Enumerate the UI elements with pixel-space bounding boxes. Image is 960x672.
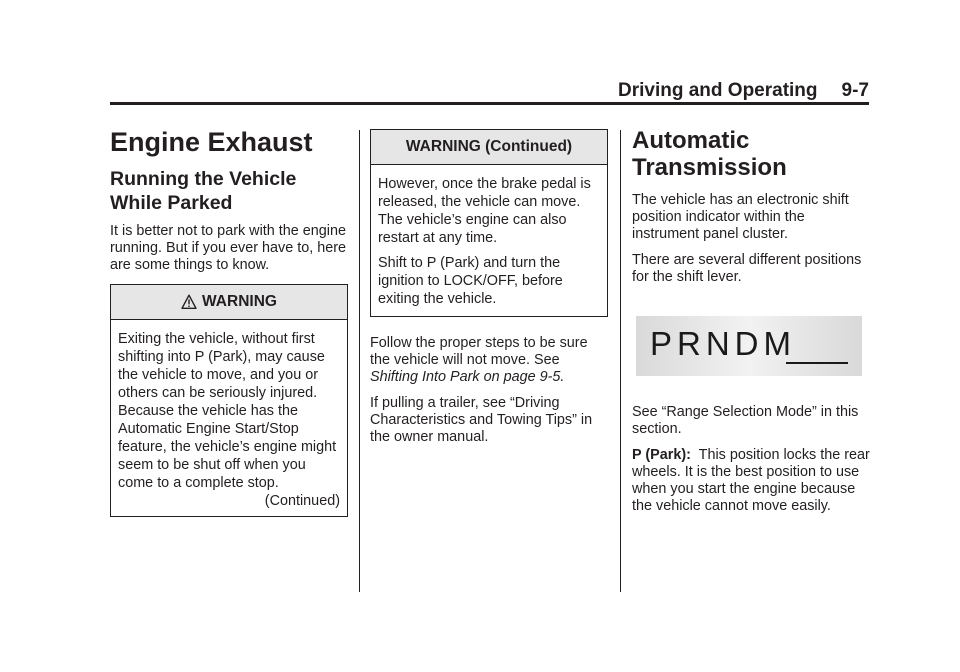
continued-label: (Continued) xyxy=(264,493,340,510)
subsection-heading: Running the Vehicle While Parked xyxy=(110,168,297,214)
intro-paragraph: It is better not to park with the engine running. But if you ever have to, here are some things to know. xyxy=(110,223,346,274)
shifting-into-park-link[interactable]: Shifting Into Park on page 9-5. xyxy=(370,369,565,385)
page-header xyxy=(110,80,869,100)
warning-body xyxy=(111,320,347,516)
transmission-heading: Automatic Transmission xyxy=(632,127,787,181)
warning-body-continued xyxy=(371,165,607,316)
warning-label-continued: WARNING (Continued) xyxy=(405,138,573,155)
park-label: P (Park): xyxy=(632,446,691,463)
warning-box xyxy=(110,284,348,517)
shift-position-letters: PRNDM xyxy=(650,324,796,362)
paragraph-park xyxy=(632,447,870,515)
page-number: 9-7 xyxy=(841,80,869,101)
warning-label: WARNING xyxy=(202,293,277,311)
column-3 xyxy=(632,128,870,524)
paragraph-follow-steps xyxy=(370,335,608,386)
paragraph-positions: There are several different positions for the shift lever. xyxy=(632,251,862,285)
warning-box-continued xyxy=(370,129,608,317)
column-divider-1 xyxy=(359,130,360,592)
manual-mode-underline xyxy=(786,362,848,364)
warning-text-1: However, once the brake pedal is released, the vehicle can move. The vehicle’s engine can also restart at any time. xyxy=(378,176,591,246)
column-2 xyxy=(370,128,608,455)
header-rule xyxy=(110,102,869,105)
section-heading: Engine Exhaust xyxy=(110,127,313,157)
warning-icon xyxy=(181,294,197,310)
paragraph-shift-indicator: The vehicle has an electronic shift position indicator within the instrument panel cluster. xyxy=(632,191,849,242)
follow-steps-text: Follow the proper steps to be sure the vehicle will not move. See xyxy=(370,335,588,368)
warning-text: Exiting the vehicle, without first shifting into P (Park), may cause the vehicle to move, and you or others can be seriously injured. Because the vehicle has the Automatic Engine Start/Stop feature, the vehicle’s engine might seem to be shut off when you come to a complete stop. xyxy=(118,331,337,492)
paragraph-range-selection: See “Range Selection Mode” in this section. xyxy=(632,403,859,437)
warning-text-2: Shift to P (Park) and turn the ignition to LOCK/OFF, before exiting the vehicle. xyxy=(378,255,563,307)
warning-header-continued xyxy=(371,130,607,165)
park-text: This position locks the rear wheels. It is the best position to use when you start the engine because the vehicle cannot move easily. xyxy=(632,446,870,514)
shift-position-display xyxy=(636,316,862,376)
column-divider-2 xyxy=(620,130,621,592)
column-1 xyxy=(110,128,348,517)
warning-header xyxy=(111,285,347,320)
paragraph-trailer: If pulling a trailer, see “Driving Characteristics and Towing Tips” in the owner manual. xyxy=(370,395,593,445)
section-title: Driving and Operating xyxy=(618,80,818,101)
